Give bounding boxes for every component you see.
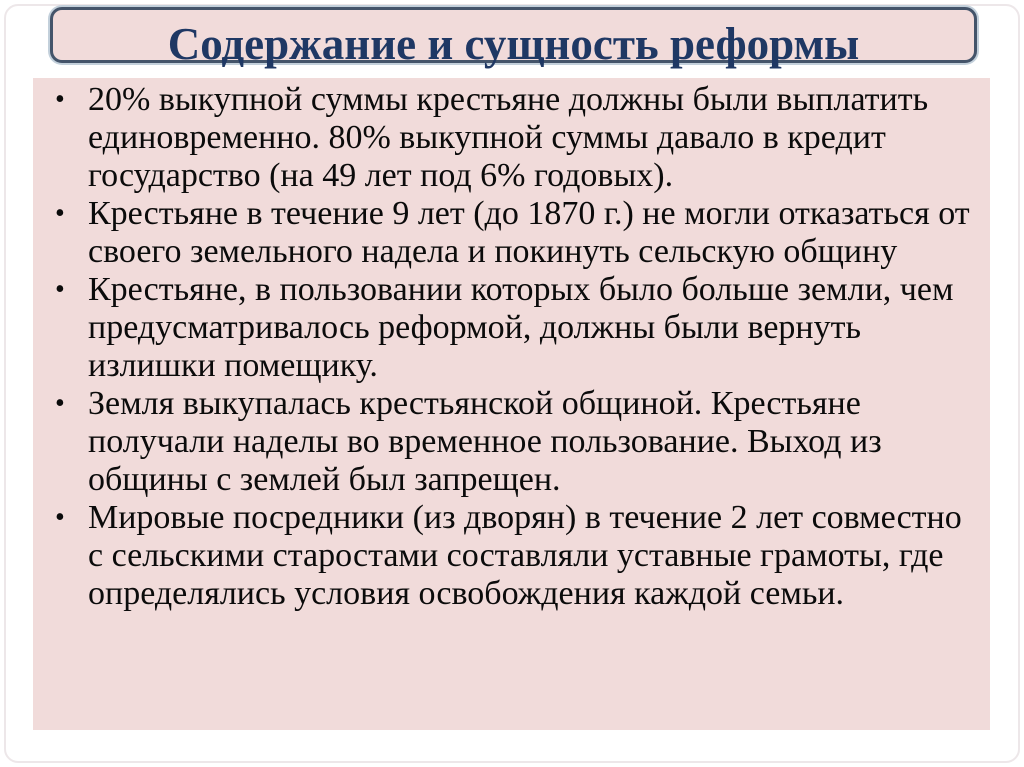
bullet-text: Мировые посредники (из дворян) в течение 2 лет совместно с сельскими старостами составляли уставные грамоты, где определялись условия освобождения каждой семьи. [88, 499, 962, 612]
bullet-item [48, 195, 984, 271]
bullet-text: Крестьяне в течение 9 лет (до 1870 г.) не могли отказаться от своего земельного надела и покинуть сельскую общину [88, 195, 970, 270]
bullet-item [48, 271, 984, 385]
bullet-marker: • [55, 198, 65, 229]
bullet-marker: • [55, 274, 65, 305]
slide-title: Содержание и сущность реформы [167, 19, 860, 69]
bullet-marker: • [55, 502, 65, 533]
content-panel [33, 78, 990, 730]
bullet-item [48, 499, 984, 613]
bullet-item [48, 81, 984, 195]
bullet-text: 20% выкупной суммы крестьяне должны были выплатить единовременно. 80% выкупной суммы давало в кредит государство (на 49 лет под 6% годовых). [88, 81, 929, 194]
bullet-text: Земля выкупалась крестьянской общиной. Крестьяне получали наделы во временное пользование. Выход из общины с землей был запрещен. [88, 385, 882, 498]
slide-title-box [50, 7, 977, 69]
bullet-text: Крестьяне, в пользовании которых было больше земли, чем предусматривалось реформой, должны были вернуть излишки помещику. [88, 271, 954, 384]
bullet-marker: • [55, 84, 65, 115]
bullet-item [48, 385, 984, 499]
bullet-marker: • [55, 388, 65, 419]
bullet-list [33, 78, 990, 613]
